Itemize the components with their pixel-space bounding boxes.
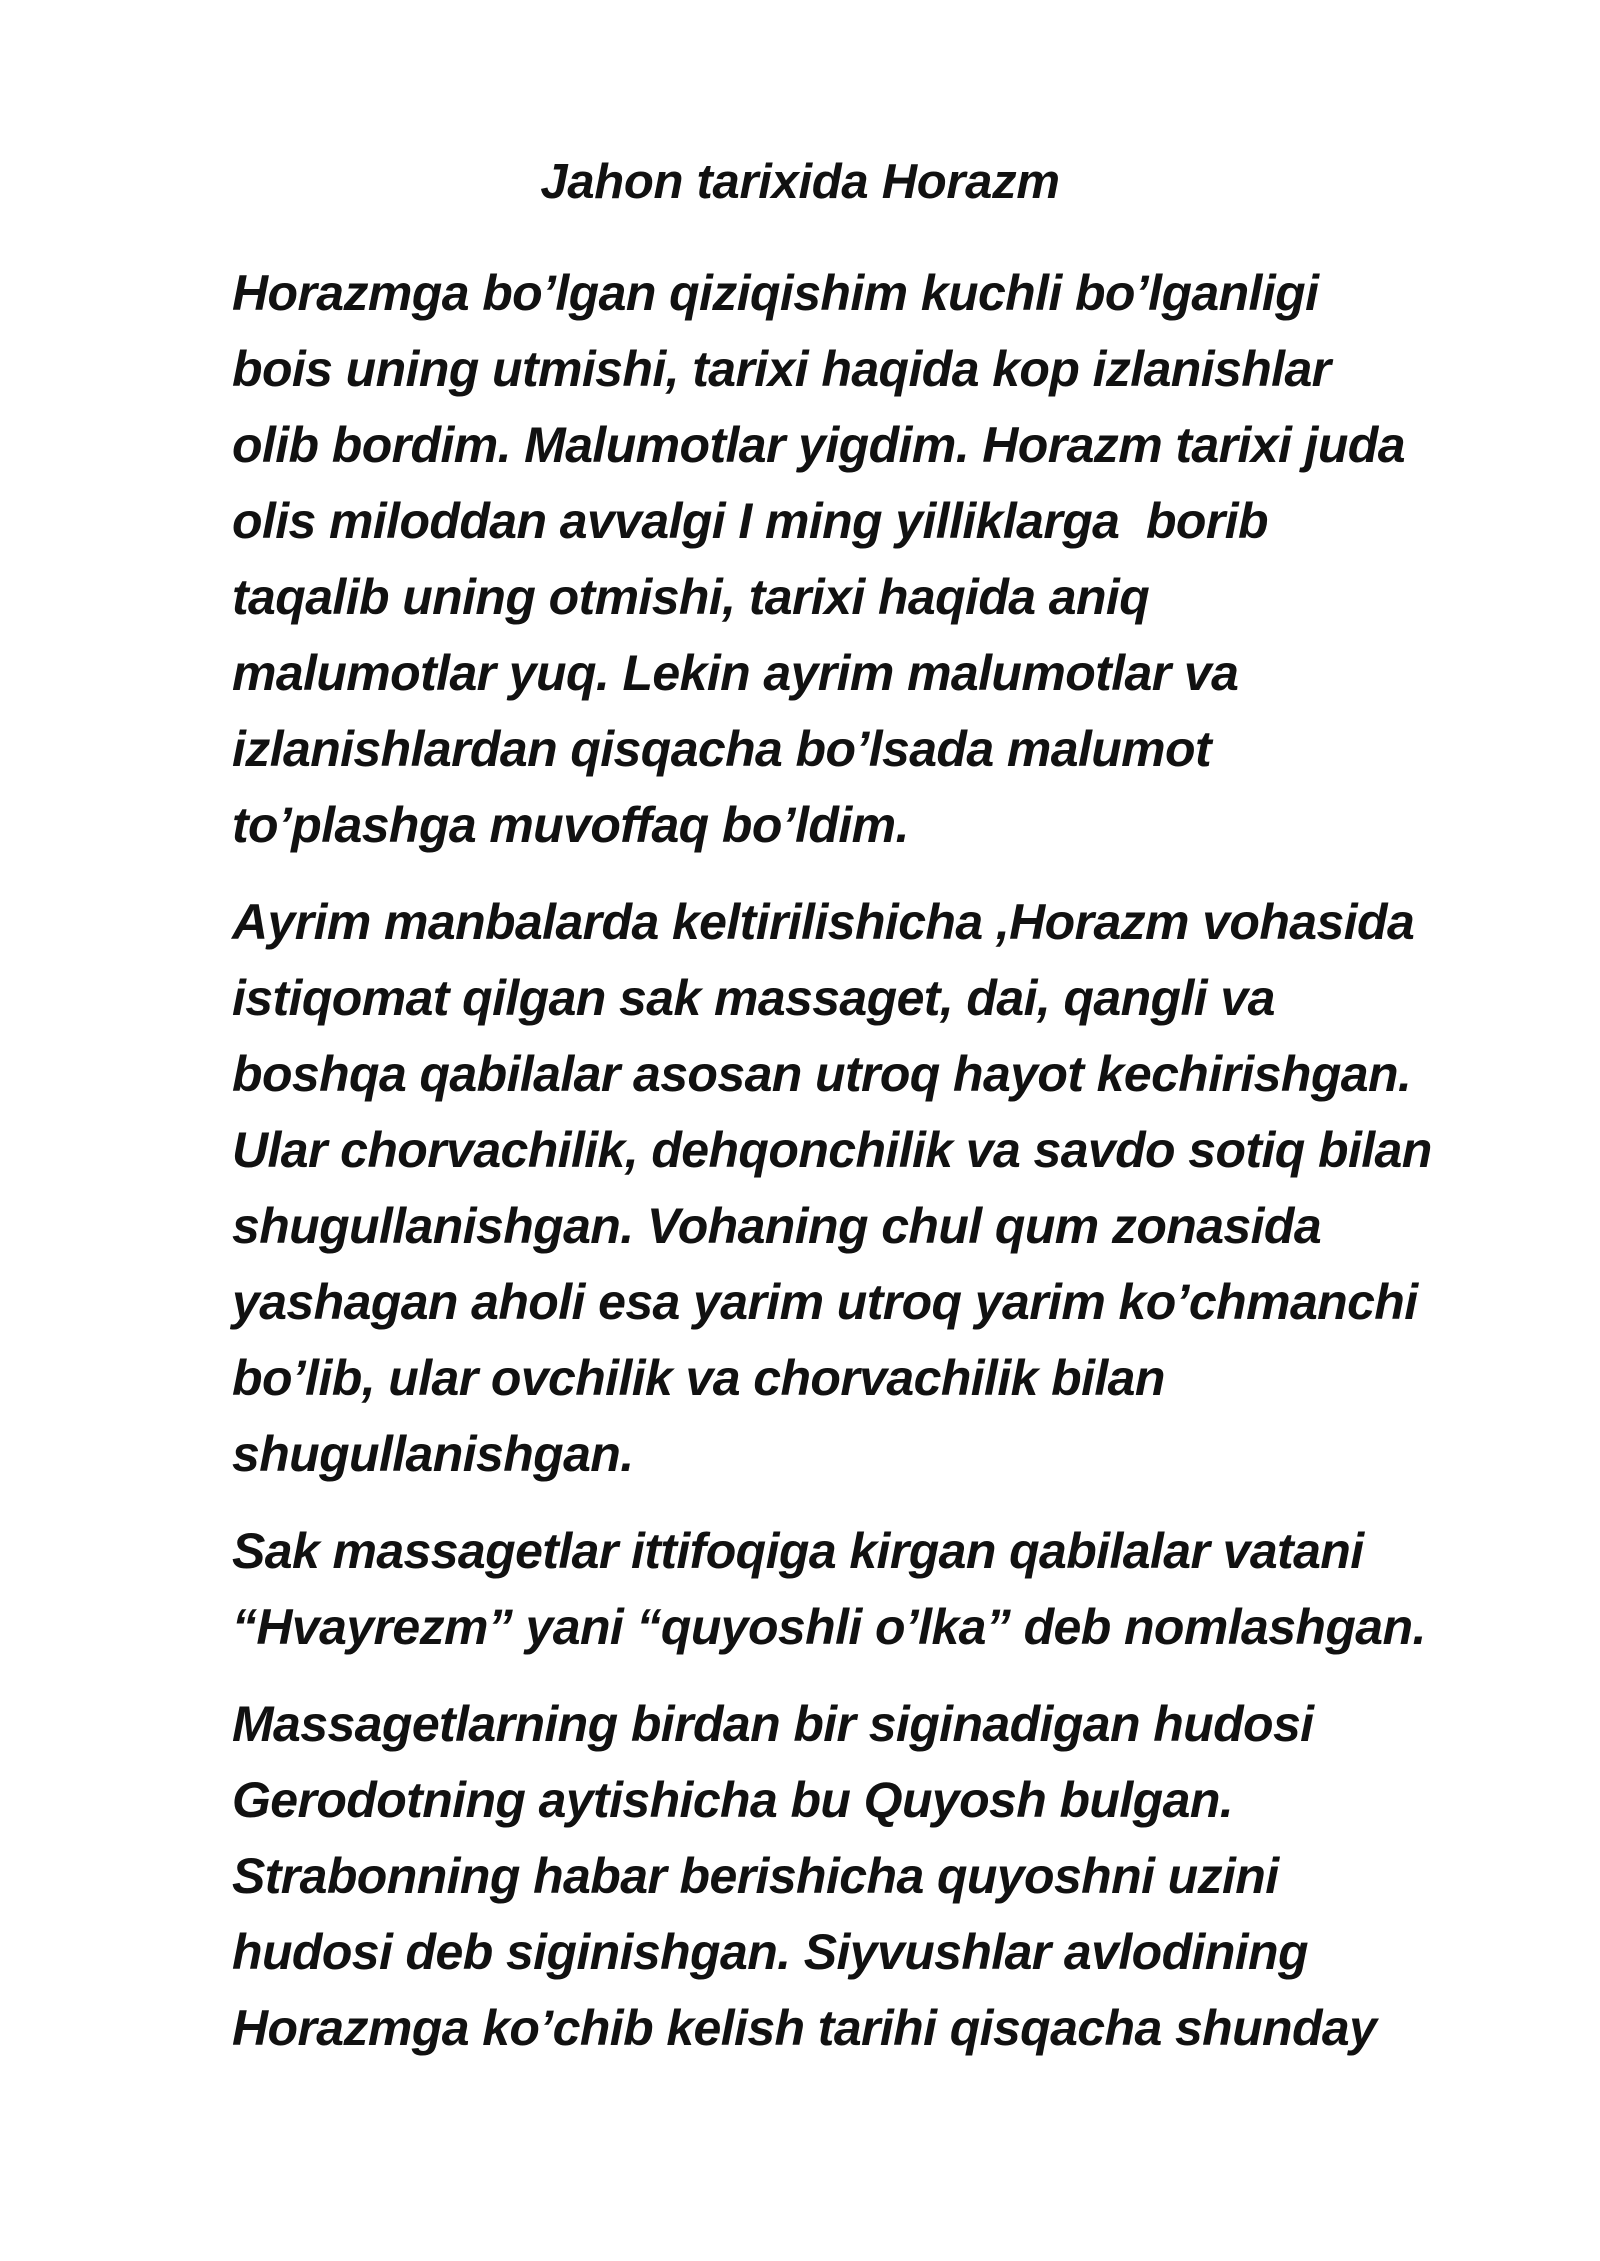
text-line: Gerodotning aytishicha bu Quyosh bulgan. [232,1772,1234,1828]
text-line: izlanishlardan qisqacha bo’lsada malumot [232,721,1212,777]
text-line: Strabonning habar berishicha quyoshni uzini [232,1848,1279,1904]
text-line: Horazmga bo’lgan qiziqishim kuchli bo’lganligi [232,265,1319,321]
text-line: shugullanishgan. [232,1426,634,1482]
text-line: bo’lib, ular ovchilik va chorvachilik bilan [232,1350,1165,1406]
text-line: olib bordim. Malumotlar yigdim. Horazm tarixi juda [232,417,1405,473]
paragraph-4 [232,1686,1562,2066]
text-line: boshqa qabilalar asosan utroq hayot kechirishgan. [232,1046,1412,1102]
text-line: Massagetlarning birdan bir siginadigan hudosi [232,1696,1314,1752]
text-line: Ayrim manbalarda keltirilishicha ,Horazm vohasida [232,894,1415,950]
text-line: yashagan aholi esa yarim utroq yarim ko’chmanchi [232,1274,1418,1330]
paragraph-3 [232,1513,1562,1665]
text-line: shugullanishgan. Vohaning chul qum zonasida [232,1198,1322,1254]
paragraph-2 [232,884,1562,1492]
text-line: Ular chorvachilik, dehqonchilik va savdo sotiq bilan [232,1122,1432,1178]
text-line: to’plashga muvoffaq bo’ldim. [232,797,909,853]
text-line: istiqomat qilgan sak massaget, dai, qangli va [232,970,1275,1026]
document-body [232,255,1562,2087]
text-line: hudosi deb siginishgan. Siyvushlar avlodining [232,1924,1308,1980]
text-line: Horazmga ko’chib kelish tarihi qisqacha shunday [232,2000,1377,2056]
paragraph-1 [232,255,1562,863]
text-line: bois uning utmishi, tarixi haqida kop izlanishlar [232,341,1331,397]
document-title: Jahon tarixida Horazm [540,155,1060,209]
text-line: olis miloddan avvalgi I ming yilliklarga borib [232,493,1268,549]
text-line: taqalib uning otmishi, tarixi haqida aniq [232,569,1150,625]
text-line: Sak massagetlar ittifoqiga kirgan qabilalar vatani [232,1523,1364,1579]
text-line: “Hvayrezm” yani “quyoshli o’lka” deb nomlashgan. [232,1599,1426,1655]
text-line: malumotlar yuq. Lekin ayrim malumotlar va [232,645,1239,701]
